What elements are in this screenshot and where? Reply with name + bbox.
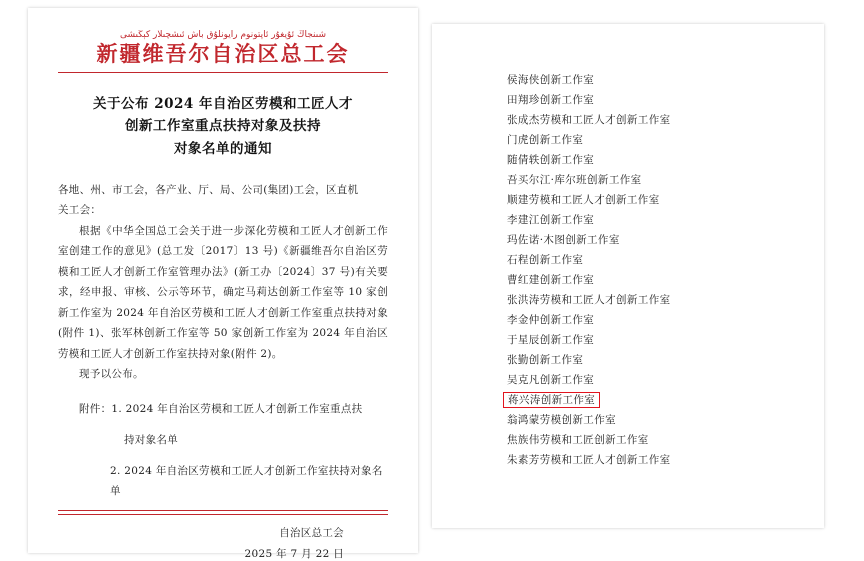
footer-divider bbox=[58, 510, 388, 515]
list-item bbox=[504, 270, 824, 290]
list-item-label: 石程创新工作室 bbox=[507, 253, 584, 266]
list-item bbox=[504, 450, 824, 470]
list-item-label: 吴克凡创新工作室 bbox=[507, 373, 595, 386]
footer-divider-line-1 bbox=[58, 510, 388, 511]
list-item bbox=[504, 230, 824, 250]
list-item-label: 随倩轶创新工作室 bbox=[507, 153, 595, 166]
list-item bbox=[504, 110, 824, 130]
body-paragraph-closing: 现予以公布。 bbox=[79, 368, 144, 381]
attachment-list bbox=[58, 399, 388, 502]
uyghur-header-text: شىنجاڭ ئۇيغۇر ئاپتونوم رايونلۇق باش ئىشچىلار كېڭىشى bbox=[119, 30, 326, 40]
list-item-label: 侯海侠创新工作室 bbox=[507, 73, 595, 86]
list-item-label: 田翔珍创新工作室 bbox=[507, 93, 595, 106]
workstation-name-list bbox=[432, 70, 824, 470]
list-item-label: 吾买尔江·库尔班创新工作室 bbox=[507, 173, 642, 186]
notice-document-page bbox=[28, 8, 418, 560]
document-title bbox=[58, 93, 388, 160]
list-item-label: 张勤创新工作室 bbox=[507, 353, 584, 366]
attachment-line-1: 附件：1. 2024 年自治区劳模和工匠人才创新工作室重点扶 bbox=[79, 402, 363, 415]
body-paragraph-main: 根据《中华全国总工会关于进一步深化劳模和工匠人才创新工作室创建工作的意见》(总工发〔2017〕13 号)《新疆维吾尔自治区劳模和工匠人才创新工作室管理办法》(新工办〔2024〕37 号)有关要求，经申报、审核、公示等环节，确定马莉达创新工作室等 10 家创新工作室为 2024 年自治区劳模和工匠人才创新工作室重点扶持对象(附件 1)、张军林创新工作室等 50 家创新工作室为 2024 年自治区劳模和工匠人才创新工作室扶持对象(附件 2)。 bbox=[58, 224, 388, 360]
list-item-label: 焦族伟劳模和工匠创新工作室 bbox=[507, 433, 649, 446]
list-item-label: 张成杰劳模和工匠人才创新工作室 bbox=[507, 113, 671, 126]
name-list-document-page bbox=[432, 24, 824, 528]
list-item-highlighted bbox=[504, 390, 824, 410]
list-item bbox=[504, 350, 824, 370]
list-item bbox=[504, 170, 824, 190]
signature-date: 2025 年 7 月 22 日 bbox=[244, 547, 344, 560]
organization-masthead: 新疆维吾尔自治区总工会 bbox=[96, 41, 350, 66]
list-item bbox=[504, 330, 824, 350]
signature-organization: 自治区总工会 bbox=[279, 527, 344, 540]
list-item bbox=[504, 190, 824, 210]
list-item bbox=[504, 150, 824, 170]
list-item bbox=[504, 430, 824, 450]
list-item-label: 蒋兴涛创新工作室 bbox=[504, 393, 599, 408]
list-item-label: 翁鸿蒙劳模创新工作室 bbox=[507, 413, 616, 426]
list-item-label: 曹红建创新工作室 bbox=[507, 273, 595, 286]
list-item-label: 李建江创新工作室 bbox=[507, 213, 595, 226]
document-title-line-3: 对象名单的通知 bbox=[174, 140, 272, 157]
document-body bbox=[58, 180, 388, 385]
list-item-label: 张洪涛劳模和工匠人才创新工作室 bbox=[507, 293, 671, 306]
attachment-line-3: 2. 2024 年自治区劳模和工匠人才创新工作室扶持对象名单 bbox=[110, 464, 383, 497]
list-item-label: 门虎创新工作室 bbox=[507, 133, 584, 146]
document-title-line-2: 创新工作室重点扶持对象及扶持 bbox=[125, 118, 321, 135]
list-item-label: 玛佐诺·木图创新工作室 bbox=[507, 233, 620, 246]
list-item bbox=[504, 370, 824, 390]
list-item bbox=[504, 130, 824, 150]
footer-divider-line-2 bbox=[58, 514, 388, 515]
list-item-label: 李金仲创新工作室 bbox=[507, 313, 595, 326]
list-item bbox=[504, 410, 824, 430]
list-item bbox=[504, 290, 824, 310]
list-item-label: 顺建劳模和工匠人才创新工作室 bbox=[507, 193, 660, 206]
list-item-label: 朱素芳劳模和工匠人才创新工作室 bbox=[507, 453, 671, 466]
attachment-line-2: 持对象名单 bbox=[124, 433, 178, 446]
document-signature bbox=[58, 523, 388, 561]
list-item-label: 于星辰创新工作室 bbox=[507, 333, 595, 346]
body-addressee-line-2: 关工会： bbox=[58, 204, 102, 217]
list-item bbox=[504, 310, 824, 330]
list-item bbox=[504, 90, 824, 110]
document-title-line-1: 关于公布 2024 年自治区劳模和工匠人才 bbox=[93, 96, 353, 113]
list-item bbox=[504, 210, 824, 230]
masthead-divider bbox=[58, 72, 388, 73]
body-addressee-line-1: 各地、州、市工会，各产业、厅、局、公司(集团)工会，区直机 bbox=[58, 183, 359, 196]
list-item bbox=[504, 70, 824, 90]
list-item bbox=[504, 250, 824, 270]
